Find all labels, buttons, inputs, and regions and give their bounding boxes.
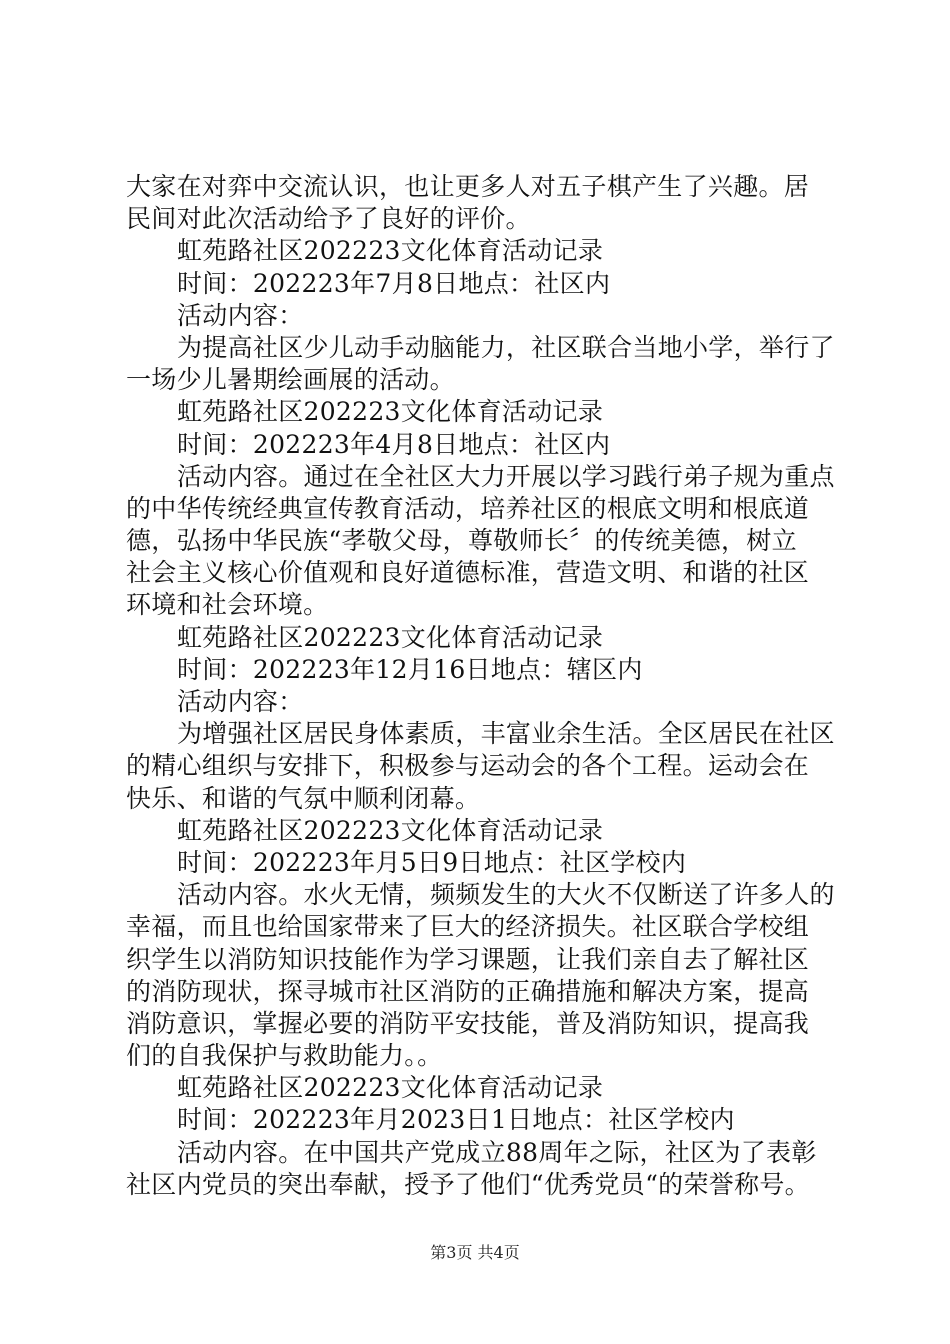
text-line: 活动内容：: [177, 300, 304, 330]
text-line: 的精心组织与安排下，积极参与运动会的各个工程。运动会在: [126, 751, 810, 781]
text-line: 虹苑路社区202223文化体育活动记录: [177, 622, 604, 652]
text-line: 社区内党员的突出奉献，授予了他们“优秀党员“的荣誉称号。: [126, 1169, 810, 1199]
text-line: 大家在对弈中交流认识，也让更多人对五子棋产生了兴趣。居: [126, 172, 810, 201]
text-line: 虹苑路社区202223文化体育活动记录: [177, 397, 604, 427]
text-line: 民间对此次活动给予了良好的评价。: [126, 204, 531, 234]
text-line: 幸福，而且也给国家带来了巨大的经济损失。社区联合学校组: [126, 912, 810, 942]
text-line: 时间：202223年12月16日地点：辖区内: [177, 654, 643, 684]
text-line: 虹苑路社区202223文化体育活动记录: [177, 236, 604, 266]
text-line: 的消防现状，探寻城市社区消防的正确措施和解决方案，提高: [126, 976, 810, 1006]
text-line: 活动内容：: [177, 687, 304, 716]
text-line: 为提高社区少儿动手动脑能力，社区联合当地小学，举行了: [177, 332, 835, 362]
text-line: 时间：202223年月5日9日地点：社区学校内: [177, 847, 687, 877]
text-line: 活动内容。水火无情，频频发生的大火不仅断送了许多人的: [177, 880, 835, 910]
text-line: 时间：202223年4月8日地点：社区内: [177, 429, 611, 459]
text-line: 快乐、和谐的气氛中顺利闭幕。: [126, 783, 481, 813]
text-line: 的中华传统经典宣传教育活动，培养社区的根底文明和根底道: [126, 493, 810, 523]
text-line: 活动内容。在中国共产党成立88周年之际，社区为了表彰: [177, 1137, 817, 1167]
page-footer: 第3页 共4页: [430, 1243, 520, 1262]
text-line: 虹苑路社区202223文化体育活动记录: [177, 815, 604, 845]
text-line: 时间：202223年7月8日地点：社区内: [177, 268, 611, 298]
text-line: 虹苑路社区202223文化体育活动记录: [177, 1073, 604, 1103]
text-line: 们的自我保护与救助能力。。: [126, 1041, 443, 1071]
document-body: [126, 171, 838, 1201]
text-line: 织学生以消防知识技能作为学习课题，让我们亲自去了解社区: [126, 944, 810, 974]
text-line: 一场少儿暑期绘画展的活动。: [126, 365, 455, 395]
text-line: 消防意识，掌握必要的消防平安技能，普及消防知识，提高我: [126, 1008, 810, 1038]
text-line: 为增强社区居民身体素质，丰富业余生活。全区居民在社区: [177, 719, 835, 749]
text-line: 时间：202223年月2023日1日地点：社区学校内: [177, 1105, 735, 1135]
text-line: 活动内容。通过在全社区大力开展以学习践行弟子规为重点: [177, 461, 835, 491]
text-line: 环境和社会环境。: [126, 590, 329, 620]
text-line: 德，弘扬中华民族“孝敬父母，尊敬师长〞的传统美德，树立: [126, 526, 797, 556]
text-line: 社会主义核心价值观和良好道德标准，营造文明、和谐的社区: [126, 558, 810, 588]
